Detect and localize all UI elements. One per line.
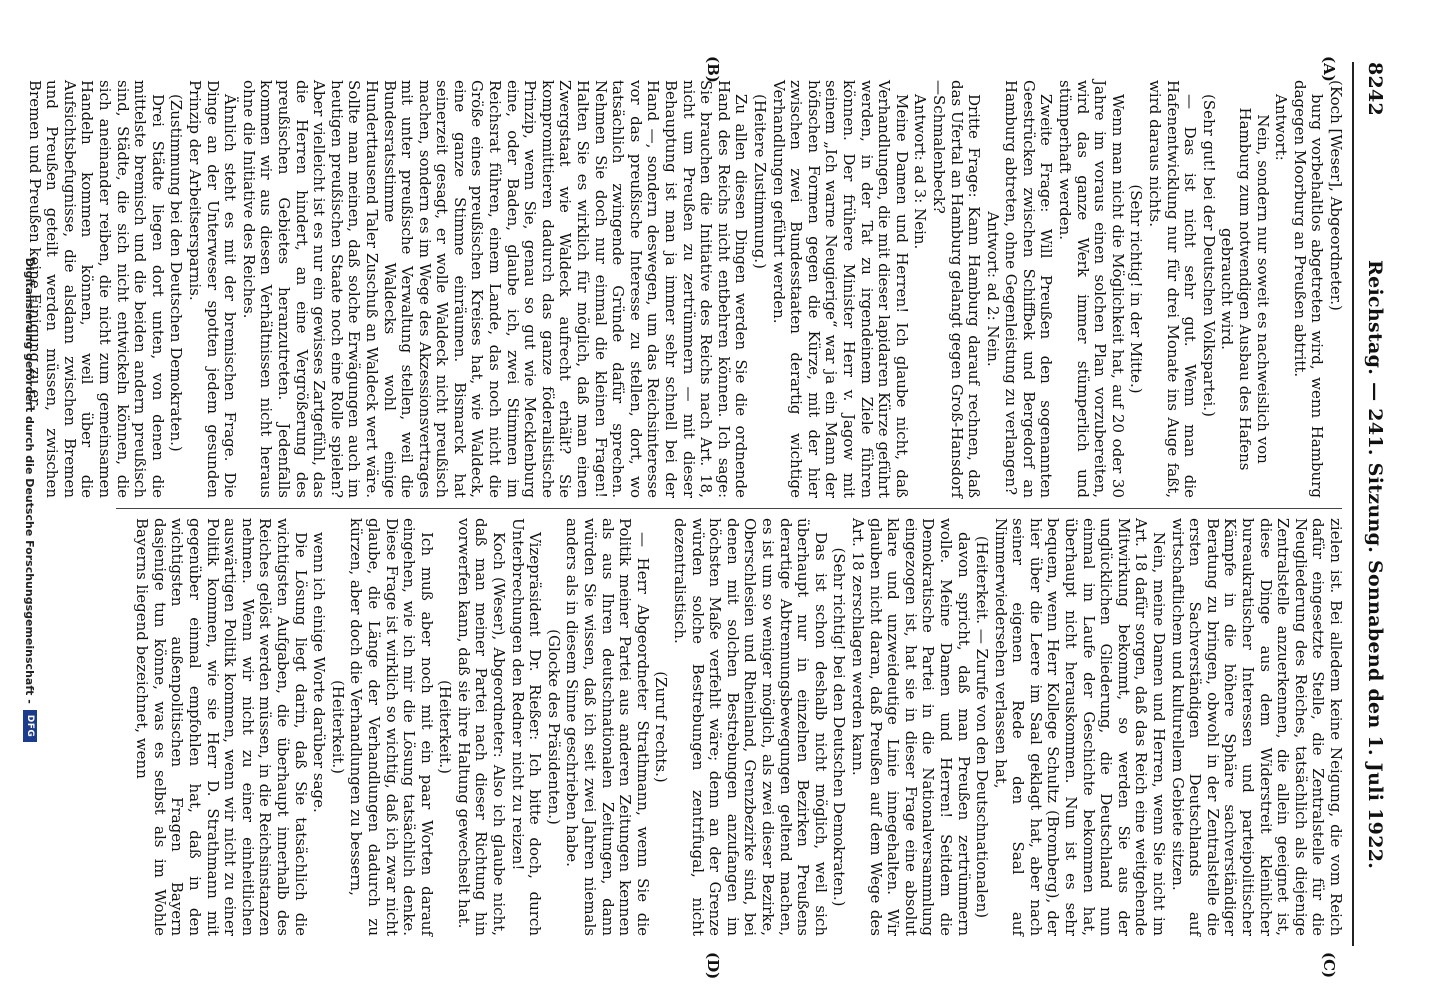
paragraph: Wenn man nicht die Möglichkeit hat, auf 20 oder 30 Jahre im voraus einen solchen Plan vorzubereiten, wird das ganze Werk immer stümperlich und stümperhaft werden. bbox=[1056, 80, 1127, 498]
paragraph: zielen ist. Bei alledem keine Neigung, die vom Reich dafür eingesetzte Stelle, die Zentralstelle für die Neugliederung des Reiches, tatsächlich als diejenige Zentralstelle anzuerkennen, die allein geeignet ist, diese Dinge aus dem Widerstreit kleinlicher bureaukratischer Interessen und parteipolitischer Kämpfe in die höhere Sphäre sachverständiger Beratung zu bringen, obwohl in der Zentralstelle die ersten Sachverständigen Deutschlands auf wirtschaftlichem und kulturellem Gebiete sitzen. bbox=[1168, 518, 1345, 936]
paragraph: (Zuruf rechts.) bbox=[652, 671, 671, 783]
digitization-credit bbox=[18, 0, 42, 1000]
paragraph: Vizepräsident Dr. Rießer: Ich bitte doch, durch Unterbrechungen den Redner nicht zu reizen! bbox=[508, 518, 545, 936]
margin-mark-b: (B) bbox=[704, 56, 722, 83]
paragraph: Zweite Frage: Will Preußen den sogenannten Geestrücken zwischen Schiffbek und Bergedorf an Hamburg abtreten, ohne Gegenleistung zu verlangen? bbox=[1002, 80, 1056, 498]
page-title: Reichstag. — 241. Sitzung. Sonnabend den 1. Juli 1922. bbox=[1364, 260, 1386, 870]
left-column bbox=[25, 80, 1345, 498]
paragraph: (Glocke des Präsidenten.) bbox=[544, 629, 563, 825]
column-divider bbox=[116, 508, 1342, 509]
paragraph: davon spricht, daß man Preußen zertrümmern wolle. Meine Damen und Herren! Seitdem die Demokratische Partei in die Nationalversammlung eingezogen ist, hat sie in dieser Frage eine absolut klare und unzweideutige Linie innegehalten. Wir glauben nicht daran, daß Preußen auf dem Wege des Art. 18 zerschlagen werden kann. bbox=[848, 518, 973, 936]
paragraph: Antwort: ad 2: Nein. bbox=[983, 211, 1002, 367]
paragraph: Nein, sondern nur soweit es nachweislich von Hamburg zum notwendigen Ausbau des Hafens gebraucht wird. bbox=[1218, 107, 1272, 471]
paragraph: (Heiterkeit.) bbox=[328, 679, 347, 775]
page-header bbox=[1358, 0, 1392, 1000]
dfg-logo: DFG bbox=[23, 710, 37, 743]
paragraph: Die Lösung liegt darin, daß Sie tatsächlich die wichtigsten Aufgaben, die überhaupt innerhalb des Reiches gelöst werden müssen, in die Reichsinstanzen nehmen. Wenn wir nicht zu einer einheitlichen auswärtigen Politik kommen, wenn wir nicht zu einer Politik kommen, wie sie Herr D. Strathmann mit gegenüber einmal empfohlen hat, daß in den wichtigsten außenpolitischen Fragen Bayern dasjenige tun könne, was es selbst als im Wohle Bayerns liegend bezeichnet, wenn bbox=[133, 518, 310, 936]
paragraph: Zu allen diesen Dingen werden Sie die ordnende Hand des Reichs nicht entbehren können. Ich sage: Sie brauchen die Initiative des Reichs nach Art. 18, nicht um Preußen zu zertrümmern — mit dieser Behauptung ist man ja immer sehr schnell bei der Hand —, sondern deswegen, um das Reichsinteresse vor das preußische Interesse zu stellen, dort, wo tatsächlich zwingende Gründe dafür sprechen. Nehmen Sie doch nur einmal die kleinen Fragen! Halten Sie es wirklich für möglich, daß man einen Zwergstaat wie Waldeck aufrecht erhält? Sie kompromittieren dadurch das ganze föderalistische Prinzip, wenn Sie, genau so gut wie Mecklenburg eine, oder Baden, glaube ich, zwei Stimmen im Reichsrat führen, einem Lande, das noch nicht die Größe eines preußischen Kreises hat, wie Waldeck, eine ganze Stimme einräumen. Bismarck hat seinerzeit gesagt, er wolle Waldeck nicht preußisch machen, sondern es im Wege des Akzessionsvertrages mit unter preußische Verwaltung stellen, weil die Bundesratsstimme Waldecks wohl einige Hunderttausend Taler Zuschuß an Waldeck wert wäre. Sollte man meinen, daß solche Erwägungen auch im heutigen preußischen Staate noch eine Rolle spielen? Aber vielleicht ist es nur ein gewisses Zartgefühl, das die Herren hindert, an eine Vergrößerung des preußischen Gebietes heranzutreten. Jedenfalls kommen wir aus diesen Verhältnissen nicht heraus ohne die Initiative des Reiches. bbox=[239, 80, 751, 498]
paragraph: burg vorbehaltlos abgetreten wird, wenn Hamburg dagegen Moorburg an Preußen abtritt. bbox=[1290, 80, 1327, 498]
header-rule bbox=[1352, 62, 1354, 946]
paragraph: Ähnlich steht es mit der bremischen Frage. Die Dinge an der Unterweser spotten jedem gesunden Prinzip der Arbeitsersparnis. bbox=[186, 80, 240, 498]
paragraph: Ich muß aber noch mit ein paar Worten darauf eingehen, wie ich mir die Lösung tatsächlich denke. Diese Frage ist wirklich so wichtig, daß ich zwar nicht glaube, die Länge der Verhandlungen dadurch zu kürzen, aber doch die Verhandlungen zu bessern, bbox=[347, 518, 436, 936]
paragraph: Meine Damen und Herren! Ich glaube nicht, daß Verhandlungen, die mit dieser lapidaren Kürze geführt werden, in der Tat zu irgendeinem Ziele führen können. Der frühere Minister Herr v. Jagow mit seinem „Ich warne Neugierige“ war ja ein Mann der höfischen Formen gegen die Kürze, mit der hier zwischen zwei Bundesstaaten derartig wichtige Verhandlungen geführt werden. bbox=[769, 80, 911, 498]
paragraph: (Heiterkeit. — Zurufe von den Deutschnationalen) bbox=[973, 535, 992, 919]
paragraph: Das ist schon deshalb nicht möglich, weil sich überhaupt nur in einzelnen Bezirken Preußens derartige Abtrennungsbewegungen geltend machen, es ist um so weniger möglich, als zwei dieser Bezirke, Oberschlesien und Rheinland, Grenzbezirke sind, bei denen mit solchen Bestrebungen anzufangen im höchsten Maße verfehlt wäre; denn an der Grenze würden solche Bestrebungen zentrifugal, nicht dezentralistisch. bbox=[671, 518, 830, 936]
paragraph: — Das ist nicht sehr gut. Wenn man die Hafenentwicklung nur für drei Monate ins Auge faßt, wird daraus nichts. bbox=[1146, 80, 1200, 498]
paragraph: (Sehr gut! bei der Deutschen Volkspartei.) bbox=[1199, 94, 1218, 417]
paragraph: wenn ich einige Worte darüber sage. bbox=[310, 532, 329, 813]
paragraph: Nein, meine Damen und Herren, wenn Sie nicht im Art. 18 dafür sorgen, daß das Reich eine weitgehende Mitwirkung bekommt, so werden Sie aus der unglücklichen Gliederung, die Deutschland nun einmal im Laufe der Geschichte bekommen hat, überhaupt nicht herauskommen. Nun ist es sehr bequem, wenn Herr Kollege Schultz (Bromberg), der hier über die Leere im Saal geklagt hat, aber nach seiner eigenen Rede den Saal auf Nimmerwiedersehen verlassen hat, bbox=[991, 518, 1169, 936]
paragraph: Antwort: bbox=[1272, 94, 1291, 161]
paragraph: (Koch [Weser], Abgeordneter.) bbox=[1327, 80, 1345, 311]
paragraph: Dritte Frage: Kann Hamburg darauf rechnen, daß das Ufertal an Hamburg gelangt gegen Groß-Hansdorf—Schmalenbeck? bbox=[929, 80, 984, 498]
credit-text: Digitalisierung gefördert durch die Deutsche Forschungsgemeinschaft - bbox=[23, 257, 37, 704]
page-number: 8242 bbox=[1364, 62, 1386, 117]
paragraph: — Herr Abgeordneter Strathmann, wenn Sie die Politik meiner Partei aus anderen Zeitungen kennen als aus Ihren deutschnationalen Zeitungen, dann würden Sie wissen, daß ich seit zwei Jahren niemals anders als in diesem Sinne geschrieben habe. bbox=[563, 518, 652, 936]
paragraph: (Heiterkeit.) bbox=[436, 679, 455, 775]
margin-mark-a: (A) bbox=[1320, 56, 1338, 82]
right-column bbox=[114, 518, 1344, 936]
paragraph: (Sehr richtig! in der Mitte.) bbox=[1127, 184, 1146, 394]
paragraph: (Sehr richtig! bei den Deutschen Demokraten.) bbox=[830, 547, 849, 907]
margin-mark-c: (C) bbox=[1320, 952, 1338, 979]
paragraph: (Zustimmung bei den Deutschen Demokraten.) bbox=[167, 94, 186, 452]
paragraph: Antwort: ad 3: Nein. bbox=[911, 94, 930, 250]
paragraph: (Heitere Zustimmung.) bbox=[751, 94, 769, 269]
paragraph: Koch (Weser), Abgeordneter: Also ich glaube nicht, daß man meiner Partei nach dieser Richtung hin vorwerfen kann, daß sie ihre Haltung gewechselt hat. bbox=[454, 518, 509, 936]
margin-mark-d: (D) bbox=[704, 952, 722, 980]
paragraph: Drei Städte liegen dort unten, von denen die mittelste bremisch und die beiden andern preußisch sind, Städte, die sich nicht entwickeln können, die sich aneinander reiben, die nicht zum gemeinsamen Handeln kommen können, weil über die Aufsichtsbefugnisse, die alsdann zwischen Bremen und Preußen geteilt werden müssen, zwischen Bremen und Preußen keine Einigung zu er- bbox=[25, 80, 167, 498]
